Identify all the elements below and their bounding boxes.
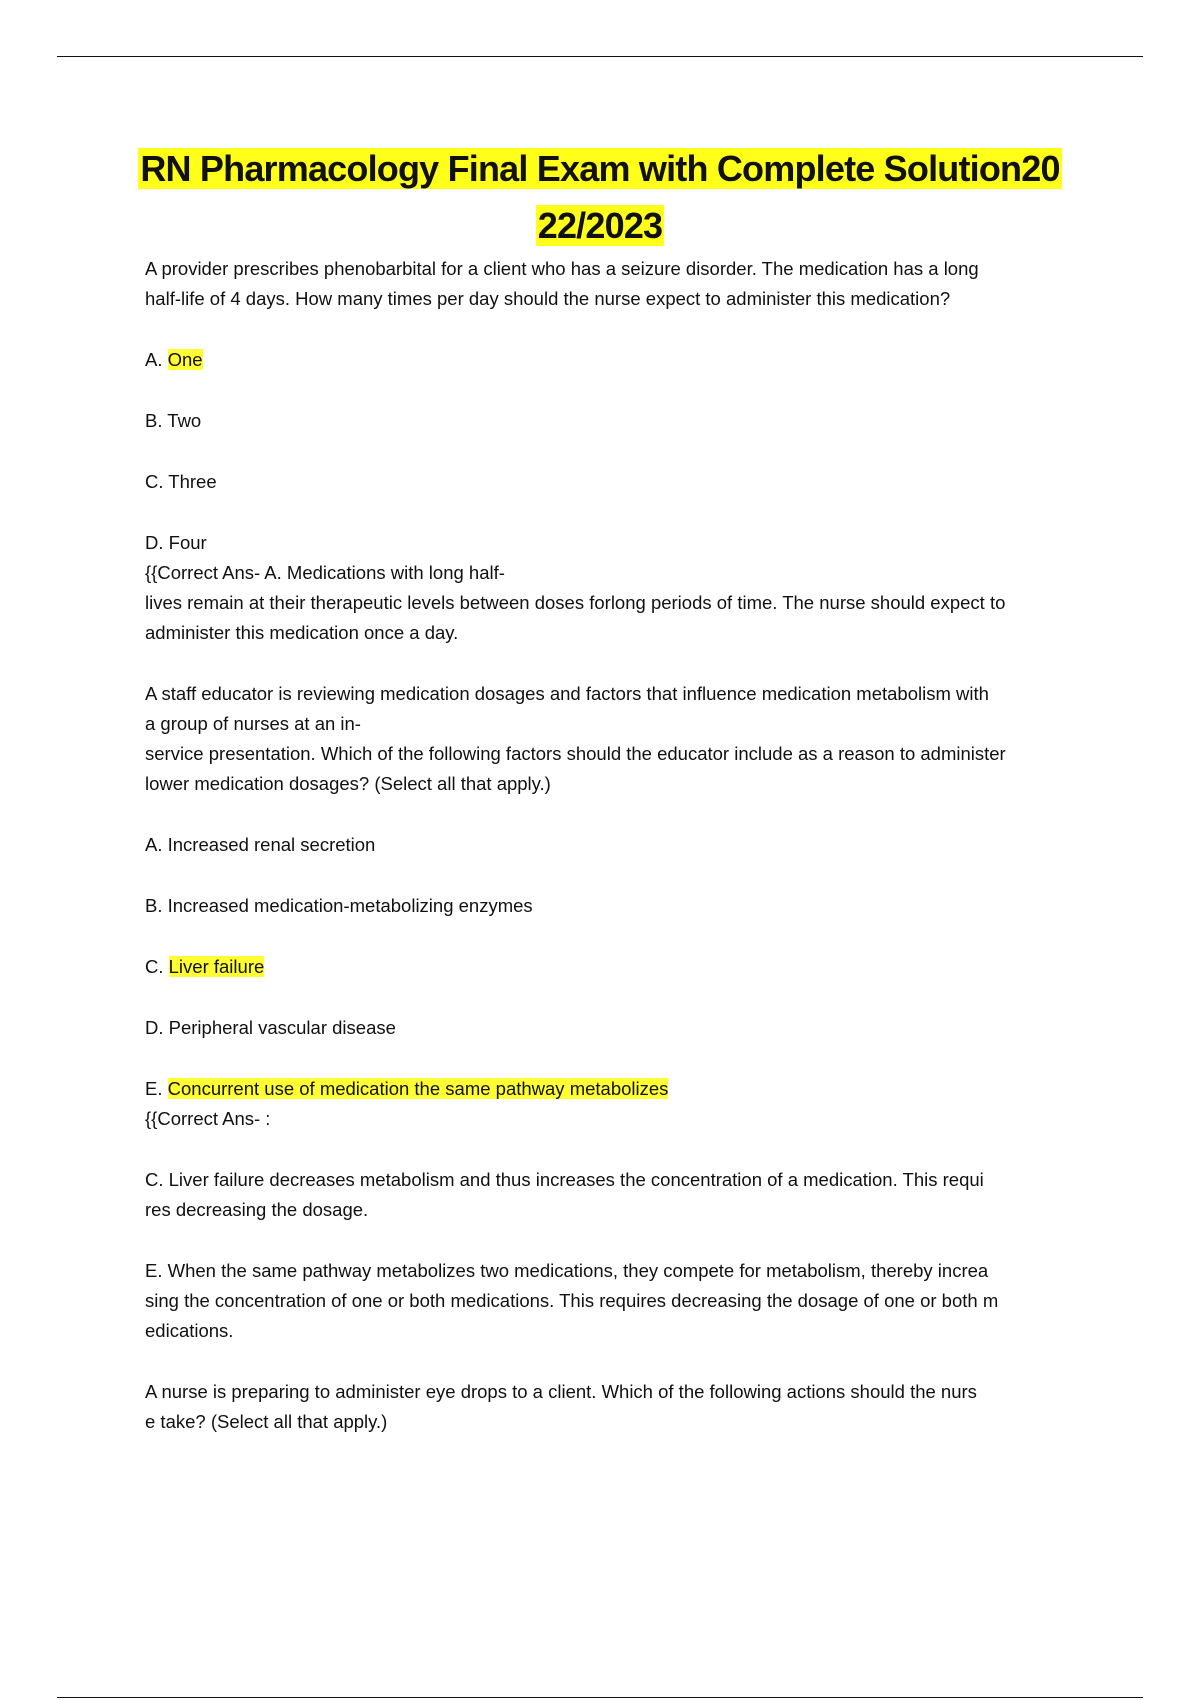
q2-option-c-prefix: C. xyxy=(145,956,169,977)
q1-option-a-highlight: One xyxy=(167,349,203,370)
q2-option-c-highlight: Liver failure xyxy=(168,956,265,977)
title-line-1: RN Pharmacology Final Exam with Complete Solution20 xyxy=(140,148,1060,189)
q3-stem-line-2: e take? (Select all that apply.) xyxy=(145,1411,388,1432)
q2-rationale-c-line-1: C. Liver failure decreases metabolism and thus increases the concentration of a medication. This requi xyxy=(145,1169,984,1190)
q2-option-e xyxy=(145,1074,1095,1104)
q2-stem-line-1: A staff educator is reviewing medication dosages and factors that influence medication metabolism with xyxy=(145,683,989,704)
question-3 xyxy=(145,1377,1095,1437)
q1-stem-line-2: half-life of 4 days. How many times per day should the nurse expect to administer this medication? xyxy=(145,288,951,309)
q2-rationale-c-line-2: res decreasing the dosage. xyxy=(145,1199,369,1220)
q2-option-c xyxy=(145,952,1095,982)
q2-option-b: B. Increased medication-metabolizing enzymes xyxy=(145,895,533,916)
title-line-2: 22/2023 xyxy=(537,205,663,246)
q2-answer-header: {{Correct Ans- : xyxy=(145,1108,271,1129)
q2-rationale-e-line-3: edications. xyxy=(145,1320,234,1341)
q2-option-d: D. Peripheral vascular disease xyxy=(145,1017,396,1038)
q2-option-e-highlight: Concurrent use of medication the same pathway metabolizes xyxy=(167,1078,669,1099)
document-body xyxy=(145,254,1095,1437)
q1-option-a xyxy=(145,345,1095,375)
q1-option-b: B. Two xyxy=(145,410,202,431)
q1-answer-line-1: {{Correct Ans- A. Medications with long half- xyxy=(145,562,505,583)
question-1 xyxy=(145,254,1095,648)
question-2 xyxy=(145,679,1095,1346)
q1-answer-line-3: administer this medication once a day. xyxy=(145,622,459,643)
q2-stem-line-4: lower medication dosages? (Select all that apply.) xyxy=(145,773,551,794)
q1-option-a-prefix: A. xyxy=(145,349,168,370)
q2-rationale-e-line-1: E. When the same pathway metabolizes two medications, they compete for metabolism, thereby increa xyxy=(145,1260,989,1281)
q2-stem-line-3: service presentation. Which of the following factors should the educator include as a reason to administer xyxy=(145,743,1006,764)
q2-stem-line-2: a group of nurses at an in- xyxy=(145,713,361,734)
q3-stem-line-1: A nurse is preparing to administer eye drops to a client. Which of the following actions should the nurs xyxy=(145,1381,977,1402)
q1-option-c: C. Three xyxy=(145,471,217,492)
q2-rationale-e-line-2: sing the concentration of one or both medications. This requires decreasing the dosage of one or both m xyxy=(145,1290,999,1311)
q1-option-d: D. Four xyxy=(145,532,207,553)
q2-option-a: A. Increased renal secretion xyxy=(145,834,376,855)
q2-option-e-prefix: E. xyxy=(145,1078,168,1099)
q1-stem-line-1: A provider prescribes phenobarbital for a client who has a seizure disorder. The medication has a long xyxy=(145,258,979,279)
top-rule xyxy=(57,56,1143,57)
page-title xyxy=(100,140,1100,254)
q1-answer-line-2: lives remain at their therapeutic levels between doses forlong periods of time. The nurse should expect to xyxy=(145,592,1006,613)
bottom-rule xyxy=(57,1697,1143,1698)
